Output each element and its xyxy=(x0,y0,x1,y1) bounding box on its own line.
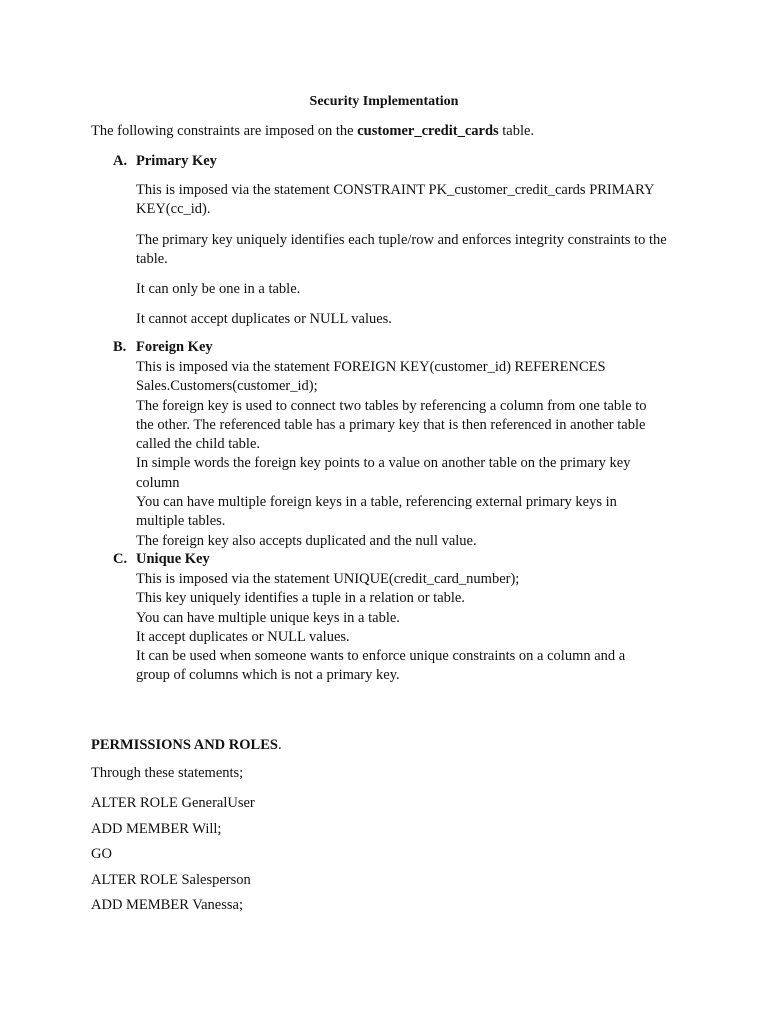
section-c-line: group of columns which is not a primary key. xyxy=(136,667,400,684)
permissions-heading: PERMISSIONS AND ROLES xyxy=(91,737,278,753)
section-a-paragraph: The primary key uniquely identifies each tuple/row and enforces integrity constraints to the table. xyxy=(136,232,667,267)
section-c-line: It accept duplicates or NULL values. xyxy=(136,628,350,645)
permission-statement: ALTER ROLE GeneralUser xyxy=(91,795,255,811)
section-c-line: This key uniquely identifies a tuple in a relation or table. xyxy=(136,590,465,607)
section-b-line: This is imposed via the statement FOREIGN KEY(customer_id) REFERENCES xyxy=(136,359,606,375)
section-c-line: It can be used when someone wants to enforce unique constraints on a column and a xyxy=(136,648,626,665)
intro-table-name: customer_credit_cards xyxy=(357,123,499,139)
section-b-line: You can have multiple foreign keys in a table, referencing external primary keys in xyxy=(136,494,617,511)
permission-statement: ADD MEMBER Will; xyxy=(91,821,222,837)
permissions-heading-line xyxy=(91,736,282,755)
section-b-heading: Foreign Key xyxy=(136,339,213,355)
section-c-letter: C. xyxy=(113,551,128,567)
section-c-line: This is imposed via the statement UNIQUE(credit_card_number); xyxy=(136,571,520,587)
permission-statement: GO xyxy=(91,846,112,862)
section-b-line: The foreign key is used to connect two tables by referencing a column from one table to xyxy=(136,397,647,414)
section-a-paragraph: This is imposed via the statement CONSTRAINT PK_customer_credit_cards PRIMARY KEY(cc_id). xyxy=(136,182,654,217)
intro-paragraph xyxy=(91,122,534,141)
permissions-intro: Through these statements; xyxy=(91,765,244,781)
page-title: Security Implementation xyxy=(309,94,459,109)
section-a-heading: Primary Key xyxy=(136,153,217,169)
section-c-body xyxy=(136,570,684,686)
section-c-line: You can have multiple unique keys in a table. xyxy=(136,609,400,626)
section-b-line: Sales.Customers(customer_id); xyxy=(136,378,318,395)
section-a-paragraph: It cannot accept duplicates or NULL values. xyxy=(136,311,392,327)
section-b-line: multiple tables. xyxy=(136,513,226,530)
section-a-paragraph: It can only be one in a table. xyxy=(136,281,301,297)
permissions-heading-suffix: . xyxy=(277,737,282,753)
section-b-letter: B. xyxy=(113,339,127,355)
section-a-letter: A. xyxy=(113,153,128,169)
section-c-heading: Unique Key xyxy=(136,551,210,567)
section-b-line: column xyxy=(136,474,180,491)
section-b-line: The foreign key also accepts duplicated and the null value. xyxy=(136,532,477,549)
permission-statement: ALTER ROLE Salesperson xyxy=(91,872,251,888)
permission-statement: ADD MEMBER Vanessa; xyxy=(91,897,243,913)
intro-text-after: table. xyxy=(498,123,535,139)
section-b-line: the other. The referenced table has a primary key that is then referenced in another table xyxy=(136,416,646,433)
section-b-line: called the child table. xyxy=(136,436,261,453)
section-b-line: In simple words the foreign key points to a value on another table on the primary key xyxy=(136,455,631,472)
section-b-body xyxy=(136,358,684,551)
intro-text-before: The following constraints are imposed on the xyxy=(91,123,358,139)
